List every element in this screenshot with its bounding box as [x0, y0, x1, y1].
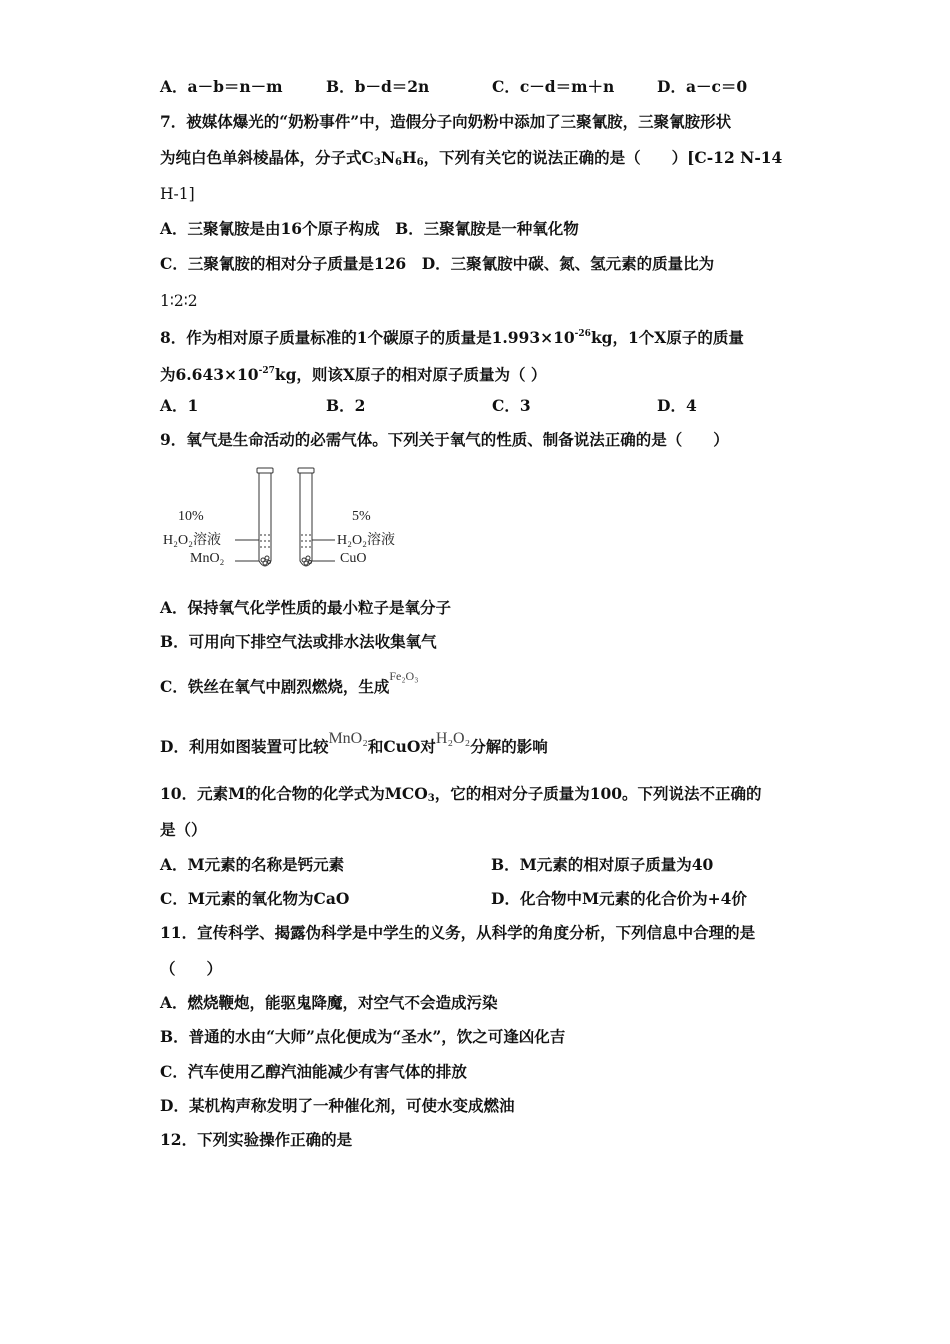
q10-option-b: B．M元素的相对原子质量为40 — [491, 855, 714, 874]
q11-option-d: D．某机构声称发明了一种催化剂，可使水变成燃油 — [160, 1096, 515, 1115]
q8-option-c: C．3 — [492, 396, 531, 415]
q9-figure — [160, 465, 410, 580]
left-concentration-label: 10% — [178, 509, 204, 524]
q10-option-d: D．化合物中M元素的化合价为+4价 — [491, 889, 747, 908]
q11-stem-line1: 11．宣传科学、揭露伪科学是中学生的义务，从科学的角度分析，下列信息中合理的是 — [160, 923, 756, 942]
q9-option-c-formula: Fe₂O₃ — [389, 669, 419, 683]
q7-options-cd: C．三聚氰胺的相对分子质量是126 D．三聚氰胺中碳、氮、氢元素的质量比为 — [160, 254, 715, 273]
q8-stem-line2: 为$6.643\times 10^{-27}kg$，则该X原子的相对原子质量为（ ） — [160, 365, 547, 384]
q9-option-a: A．保持氧气化学性质的最小粒子是氧分子 — [160, 598, 452, 617]
q12-stem: 12．下列实验操作正确的是 — [160, 1130, 353, 1149]
q10-stem-line2: 是（） — [160, 820, 207, 839]
q9-option-c: C．铁丝在氧气中剧烈燃烧，生成Fe₂O₃ — [160, 677, 418, 698]
right-catalyst-label: CuO — [340, 551, 367, 566]
q8-option-a: A．1 — [160, 396, 199, 415]
q8-options — [160, 396, 800, 416]
q7-options-ab: A．三聚氰胺是由16个原子构成 B．三聚氰胺是一种氧化物 — [160, 219, 579, 238]
right-test-tube — [298, 468, 314, 566]
left-solution-label: H₂O₂溶液 — [163, 533, 221, 548]
q11-option-b: B．普通的水由“大师”点化便成为“圣水”，饮之可逢凶化吉 — [160, 1027, 566, 1046]
q9-option-d: D．利用如图装置可比较MnO₂和CuO对H₂O₂分解的影响 — [160, 730, 548, 756]
q7-stem-line1: 7．被媒体爆光的“奶粉事件”中，造假分子向奶粉中添加了三聚氰胺，三聚氰胺形状 — [160, 112, 732, 131]
q6-option-d: D．a－c＝0 — [657, 77, 748, 96]
q6-options — [160, 77, 800, 97]
q9-option-d-formula-h2o2: H₂O₂ — [435, 730, 471, 747]
q6-option-c: C．c－d＝m＋n — [492, 77, 615, 96]
q10-stem-line1: 10．元素M的化合物的化学式为$MCO_3$，它的相对分子质量为100。下列说法不正确的 — [160, 784, 762, 804]
right-solution-label: H₂O₂溶液 — [337, 533, 395, 548]
q8-option-d: D．4 — [657, 396, 697, 415]
q10-option-c: C．M元素的氧化物为CaO — [160, 889, 350, 908]
left-catalyst-label: MnO₂ — [190, 551, 225, 566]
q6-option-b: B．b－d＝2n — [326, 77, 430, 96]
left-test-tube — [257, 468, 273, 566]
q11-option-c: C．汽车使用乙醇汽油能减少有害气体的排放 — [160, 1062, 467, 1081]
right-concentration-label: 5% — [352, 509, 371, 524]
q8-option-b: B．2 — [326, 396, 366, 415]
q11-option-a: A．燃烧鞭炮，能驱鬼降魔，对空气不会造成污染 — [160, 993, 498, 1012]
q7-options-cd-ratio: 1∶2∶2 — [160, 292, 198, 310]
q9-stem: 9．氧气是生命活动的必需气体。下列关于氧气的性质、制备说法正确的是（ ） — [160, 430, 729, 449]
q11-stem-line2: （ ） — [160, 959, 223, 978]
q9-option-d-formula-mno2: MnO₂ — [328, 730, 368, 747]
q9-option-b: B．可用向下排空气法或排水法收集氧气 — [160, 632, 437, 651]
q7-stem-line2: 为纯白色单斜棱晶体，分子式$C_3N_6H_6$，下列有关它的说法正确的是（ ）[C-12 N-14 — [160, 148, 783, 168]
q6-option-a: A．a－b＝n－m — [160, 77, 283, 96]
q10-option-a: A．M元素的名称是钙元素 — [160, 855, 345, 874]
q7-stem-line3: H-1] — [160, 185, 195, 203]
q8-stem-line1: 8．作为相对原子质量标准的1个碳原子的质量是$1.993\times 10^{-26}kg$，1个X原子的质量 — [160, 328, 744, 347]
